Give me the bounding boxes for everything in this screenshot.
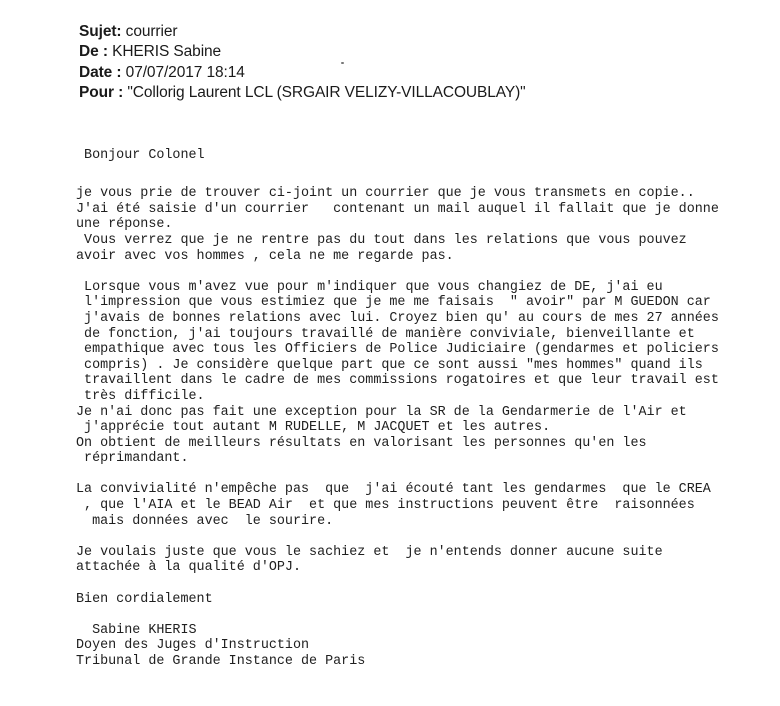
paragraph-line: l'impression que vous estimiez que je me me faisais " avoir" par M GUEDON car <box>76 295 711 311</box>
paragraph-line: , que l'AIA et le BEAD Air et que mes instructions peuvent être raisonnées <box>76 498 695 514</box>
paragraph-line: compris) . Je considère quelque part que ce sont aussi "mes hommes" quand ils <box>76 357 703 373</box>
date-value: 07/07/2017 18:14 <box>121 63 245 81</box>
paragraph-line: Lorsque vous m'avez vue pour m'indiquer que vous changiez de DE, j'ai eu <box>76 279 663 295</box>
paragraph-line: je vous prie de trouver ci-joint un courrier que je vous transmets en copie.. <box>76 186 695 202</box>
paragraph-line: une réponse. <box>76 217 173 233</box>
date-label: Date : <box>79 63 122 81</box>
paragraph-line: mais données avec le sourire. <box>76 513 334 529</box>
greeting: Bonjour Colonel <box>76 148 205 163</box>
scan-speck <box>341 62 344 64</box>
from-row <box>79 42 526 62</box>
subject-row <box>79 22 526 42</box>
paragraph-line: On obtient de meilleurs résultats en valorisant les personnes qu'en les <box>76 435 647 451</box>
paragraph-line: travaillent dans le cadre de mes commissions rogatoires et que leur travail est <box>76 373 719 389</box>
date-row <box>79 63 526 83</box>
from-label: De : <box>79 43 108 61</box>
from-value: KHERIS Sabine <box>107 43 222 61</box>
paragraph-line: très difficile. <box>76 388 205 404</box>
paragraph-line: Je voulais juste que vous le sachiez et je n'entends donner aucune suite <box>76 544 663 560</box>
paragraph-line: réprimandant. <box>76 451 189 467</box>
paragraph-line: La convivialité n'empêche pas que j'ai écouté tant les gendarmes que le CREA <box>76 482 711 498</box>
subject-label: Sujet: <box>79 23 122 40</box>
subject-value: courrier <box>121 23 178 40</box>
paragraph-line: Vous verrez que je ne rentre pas du tout dans les relations que vous pouvez <box>76 232 687 248</box>
paragraph-line: j'avais de bonnes relations avec lui. Croyez bien qu' au cours de mes 27 années <box>76 310 719 326</box>
to-value: "Collorig Laurent LCL (SRGAIR VELIZY-VILLACOUBLAY)" <box>123 83 526 101</box>
letter-body <box>76 148 766 670</box>
paragraph-line: J'ai été saisie d'un courrier contenant un mail auquel il fallait que je donne <box>76 201 719 217</box>
signature-title: Doyen des Juges d'Instruction <box>76 638 310 654</box>
paragraph-line: avoir avec vos hommes , cela ne me regarde pas. <box>76 248 454 264</box>
paragraph-line: j'apprécie tout autant M RUDELLE, M JACQUET et les autres. <box>76 420 551 436</box>
paragraph-line: attachée à la qualité d'OPJ. <box>76 560 301 576</box>
paragraph-line: Je n'ai donc pas fait une exception pour la SR de la Gendarmerie de l'Air et <box>76 404 687 420</box>
paragraph-line: empathique avec tous les Officiers de Police Judiciaire (gendarmes et policiers <box>76 342 719 358</box>
paragraph-line: de fonction, j'ai toujours travaillé de manière conviviale, bienveillante et <box>76 326 695 342</box>
email-header <box>79 22 526 103</box>
to-row <box>79 83 526 103</box>
signature-name: Sabine KHERIS <box>76 622 197 638</box>
to-label: Pour : <box>79 83 124 101</box>
closing: Bien cordialement <box>76 591 213 607</box>
signature-court: Tribunal de Grande Instance de Paris <box>76 654 366 669</box>
